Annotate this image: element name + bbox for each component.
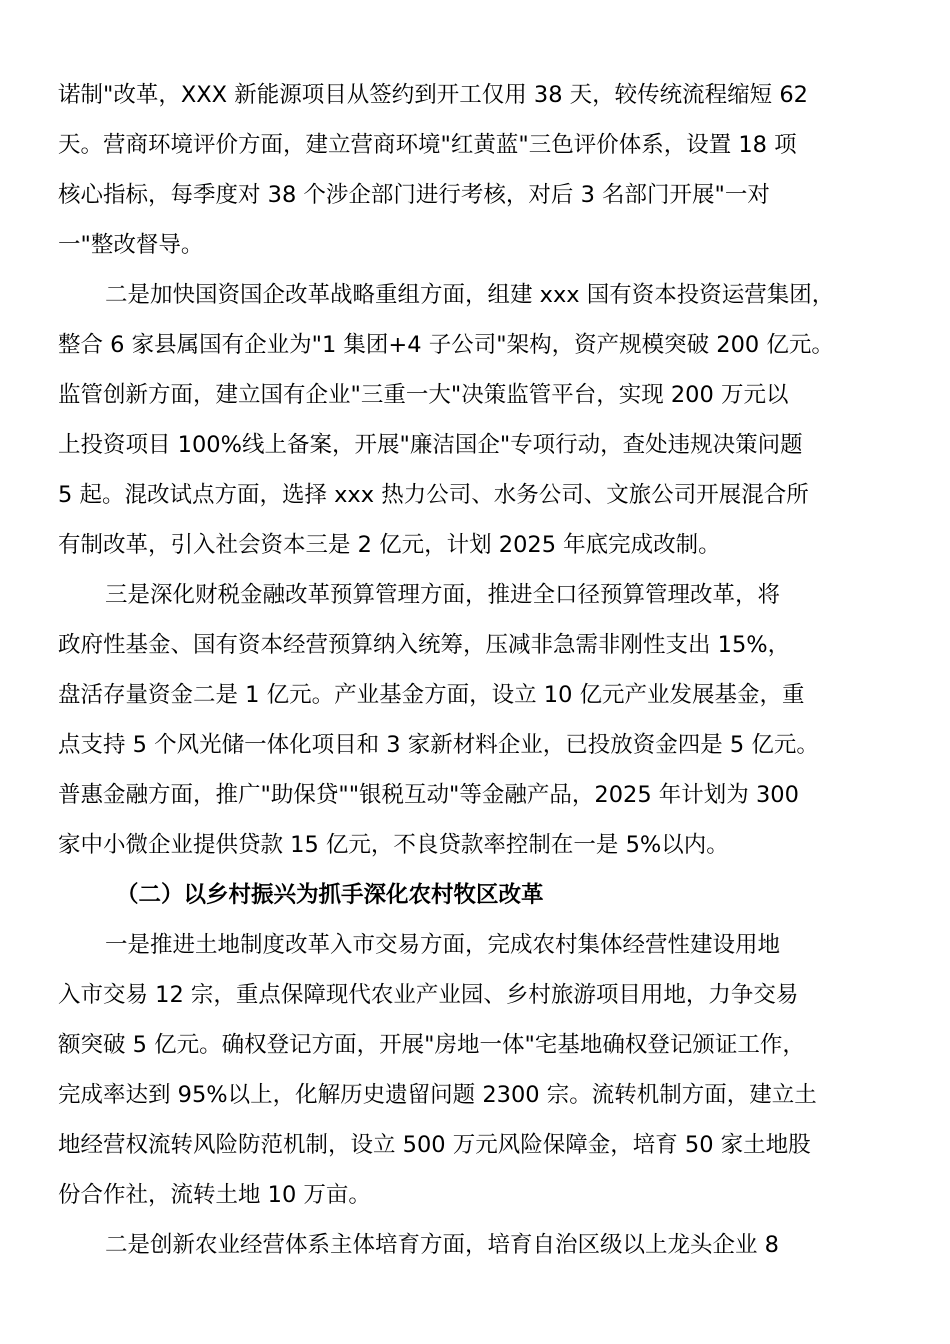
- paragraph-line: 有制改革，引入社会资本三是 2 亿元，计划 2025 年底完成改制。: [58, 532, 721, 558]
- paragraph-line: 盘活存量资金二是 1 亿元。产业基金方面，设立 10 亿元产业发展基金，重: [58, 682, 805, 708]
- paragraph-line: 一"整改督导。: [58, 232, 204, 258]
- paragraph-first-line: 二是创新农业经营体系主体培育方面，培育自治区级以上龙头企业 8: [105, 1232, 779, 1258]
- paragraph-line: 普惠金融方面，推广"助保贷""银税互动"等金融产品，2025 年计划为 300: [58, 782, 799, 808]
- paragraph-line: 监管创新方面，建立国有企业"三重一大"决策监管平台，实现 200 万元以: [58, 382, 789, 408]
- paragraph-line: 份合作社，流转土地 10 万亩。: [58, 1182, 371, 1208]
- paragraph-line: 核心指标，每季度对 38 个涉企部门进行考核，对后 3 名部门开展"一对: [58, 182, 770, 208]
- paragraph-line: 政府性基金、国有资本经营预算纳入统筹，压减非急需非刚性支出 15%，: [58, 632, 791, 658]
- paragraph-line: 完成率达到 95%以上，化解历史遗留问题 2300 宗。流转机制方面，建立土: [58, 1082, 817, 1108]
- paragraph-line: 上投资项目 100%线上备案，开展"廉洁国企"专项行动，查处违规决策问题: [58, 432, 803, 458]
- document-page: [58, 70, 892, 1270]
- paragraph-line: 点支持 5 个风光储一体化项目和 3 家新材料企业，已投放资金四是 5 亿元。: [58, 732, 819, 758]
- paragraph-first-line: 二是加快国资国企改革战略重组方面，组建 xxx 国有资本投资运营集团，: [105, 282, 835, 308]
- paragraph-line: 入市交易 12 宗，重点保障现代农业产业园、乡村旅游项目用地，力争交易: [58, 982, 799, 1008]
- paragraph-line: 地经营权流转风险防范机制，设立 500 万元风险保障金，培育 50 家土地股: [58, 1132, 811, 1158]
- paragraph-line: 天。营商环境评价方面，建立营商环境"红黄蓝"三色评价体系，设置 18 项: [58, 132, 797, 158]
- paragraph-line: 家中小微企业提供贷款 15 亿元，不良贷款率控制在一是 5%以内。: [58, 832, 729, 858]
- paragraph-line: 整合 6 家县属国有企业为"1 集团+4 子公司"架构，资产规模突破 200 亿元。: [58, 332, 834, 358]
- section-heading: （二）以乡村振兴为抓手深化农村牧区改革: [116, 882, 544, 908]
- paragraph-line: 诺制"改革，XXX 新能源项目从签约到开工仅用 38 天，较传统流程缩短 62: [58, 82, 808, 108]
- paragraph-line: 额突破 5 亿元。确权登记方面，开展"房地一体"宅基地确权登记颁证工作，: [58, 1032, 805, 1058]
- paragraph-line: 5 起。混改试点方面，选择 xxx 热力公司、水务公司、文旅公司开展混合所: [58, 482, 809, 508]
- paragraph-first-line: 三是深化财税金融改革预算管理方面，推进全口径预算管理改革，将: [105, 582, 781, 608]
- paragraph-first-line: 一是推进土地制度改革入市交易方面，完成农村集体经营性建设用地: [105, 932, 781, 958]
